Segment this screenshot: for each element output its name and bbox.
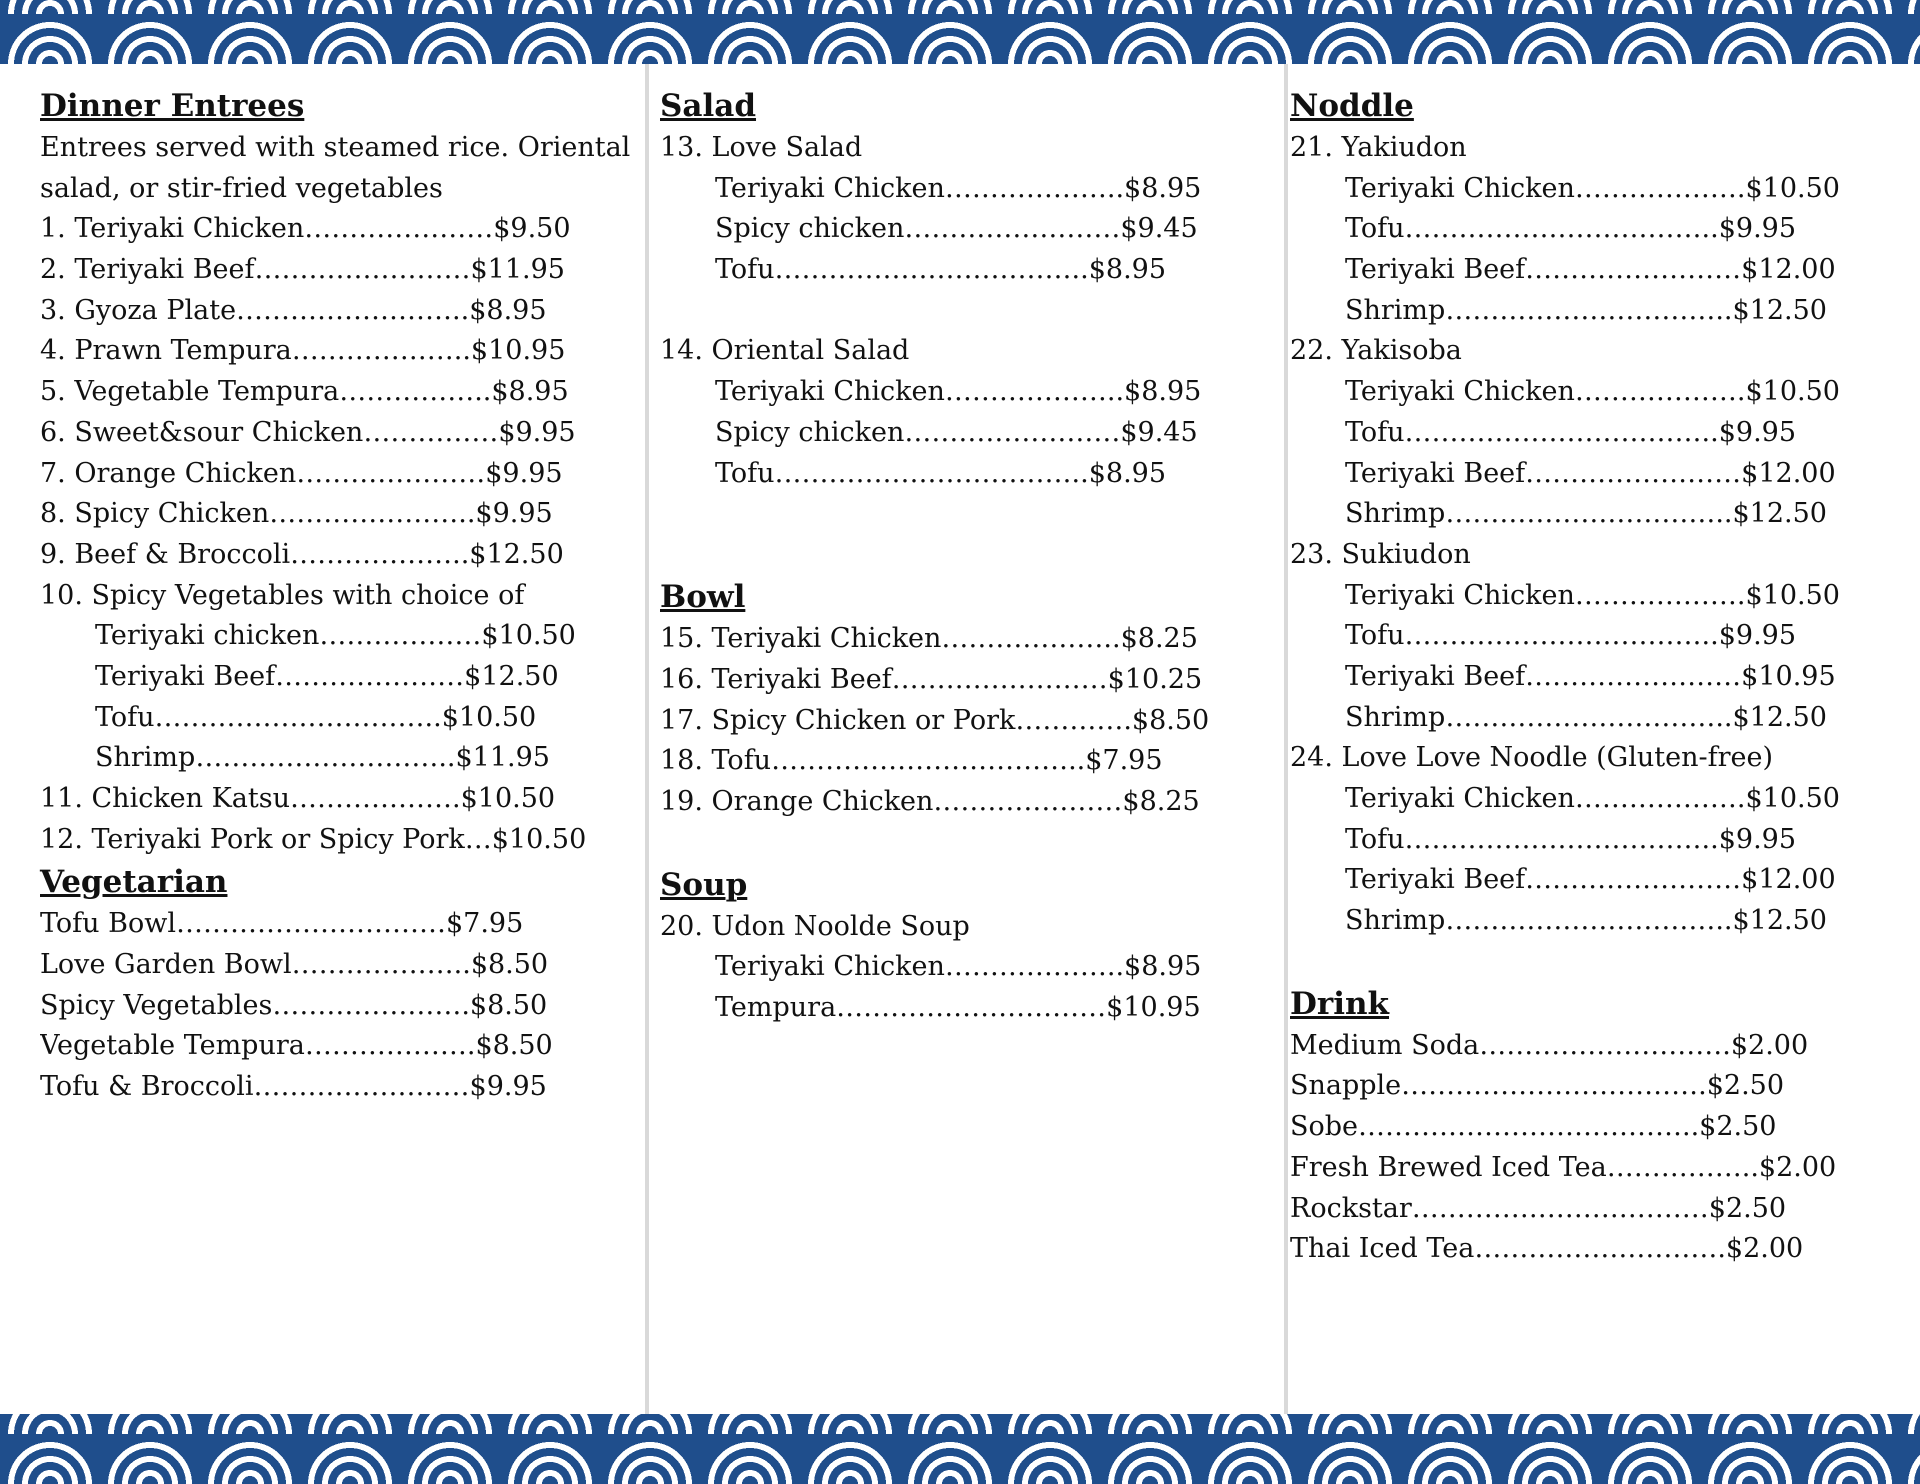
menu-item: 18. Tofu……………………………..$7.95 [660, 745, 1163, 777]
menu-item: Medium Soda……………………….$2.00 [1290, 1029, 1809, 1061]
section-heading-vegetarian: Vegetarian [40, 864, 228, 901]
menu-subitem: Teriyaki Beef…………………$12.50 [95, 660, 559, 692]
menu-subitem: Teriyaki Chicken………………..$8.95 [715, 951, 1202, 983]
section-heading-noodle: Noddle [1290, 88, 1414, 124]
menu-item: 19. Orange Chicken…………………$8.25 [660, 785, 1200, 817]
menu-item: 22. Yakisoba [1290, 335, 1462, 367]
menu-item: 12. Teriyaki Pork or Spicy Pork…$10.50 [40, 823, 587, 855]
section-heading-dinner-entrees: Dinner Entrees [40, 88, 305, 124]
menu-subitem: Spicy chicken……………………$9.45 [715, 213, 1198, 245]
menu-item: 16. Teriyaki Beef……………………$10.25 [660, 663, 1203, 695]
column-divider [645, 64, 649, 1414]
menu-item: 2. Teriyaki Beef……………………$11.95 [40, 254, 565, 286]
menu-item: 20. Udon Noolde Soup [660, 910, 970, 942]
menu-item: 14. Oriental Salad [660, 335, 910, 367]
column-noodle-drink [1290, 84, 1910, 1270]
menu-subitem: Teriyaki Chicken………………..$8.95 [715, 376, 1202, 408]
menu-item: 24. Love Love Noodle (Gluten-free) [1290, 742, 1773, 774]
menu-subitem: Teriyaki chicken………………$10.50 [95, 620, 576, 652]
menu-subitem: Tofu……………………………..$9.95 [1345, 416, 1797, 448]
menu-subitem: Shrimp…………………………..$12.50 [1345, 498, 1827, 530]
section-heading-salad: Salad [660, 88, 757, 124]
menu-subitem: Tofu…………………………..$10.50 [95, 701, 537, 733]
menu-item: 3. Gyoza Plate……………………..$8.95 [40, 294, 547, 326]
menu-subitem: Teriyaki Beef……………………$12.00 [1345, 457, 1836, 489]
menu-item: 21. Yakiudon [1290, 132, 1467, 163]
menu-item: 23. Sukiudon [1290, 538, 1471, 570]
wave-pattern-top [0, 0, 1920, 64]
menu-item: 6. Sweet&sour Chicken……………$9.95 [40, 416, 576, 448]
menu-subitem: Tofu……………………………..$8.95 [715, 457, 1167, 489]
section-heading-bowl: Bowl [660, 579, 746, 616]
menu-item: 13. Love Salad [660, 132, 863, 163]
menu-subitem: Shrimp…………………………..$12.50 [1345, 701, 1827, 733]
spacer [660, 291, 1280, 332]
menu-item: 11. Chicken Katsu……………….$10.50 [40, 783, 556, 815]
menu-item: Vegetable Tempura……………….$8.50 [40, 1030, 553, 1062]
column-divider [1284, 64, 1288, 1414]
menu-subitem: Shrimp………………………..$11.95 [95, 742, 550, 774]
menu-subitem: Teriyaki Chicken……………….$10.50 [1345, 783, 1840, 814]
menu-item: Love Garden Bowl………………..$8.50 [40, 949, 549, 981]
menu-item: Rockstar……………………………$2.50 [1290, 1192, 1787, 1224]
section-description: Entrees served with steamed rice. Oriental salad, or stir-fried vegetables [40, 132, 631, 204]
menu-subitem: Teriyaki Chicken………………..$8.95 [715, 172, 1202, 204]
menu-item: Sobe………………………………..$2.50 [1290, 1111, 1777, 1143]
section-heading-soup: Soup [660, 866, 748, 903]
menu-subitem: Tofu……………………………..$9.95 [1345, 823, 1797, 855]
spacer [1290, 942, 1910, 982]
menu-subitem: Spicy chicken……………………$9.45 [715, 416, 1198, 448]
menu-item: Tofu & Broccoli……………………$9.95 [40, 1071, 547, 1103]
spacer [660, 823, 1280, 863]
menu-subitem: Shrimp…………………………..$12.50 [1345, 905, 1827, 937]
menu-subitem: Shrimp…………………………..$12.50 [1345, 294, 1827, 326]
menu-item: Fresh Brewed Iced Tea……………..$2.00 [1290, 1151, 1837, 1183]
column-salad-bowl-soup [660, 84, 1280, 1029]
column-dinner-entrees [40, 84, 640, 1108]
menu-subitem: Teriyaki Chicken……………….$10.50 [1345, 376, 1840, 408]
menu-subitem: Tempura…………………………$10.95 [715, 992, 1201, 1023]
menu-item: 4. Prawn Tempura………………..$10.95 [40, 335, 566, 367]
menu-item: Thai Iced Tea……………………….$2.00 [1290, 1233, 1804, 1265]
menu-subitem: Teriyaki Beef……………………$12.00 [1345, 254, 1836, 286]
section-heading-drink: Drink [1290, 985, 1390, 1022]
menu-item: Snapple…………………………….$2.50 [1290, 1070, 1785, 1102]
menu-item: 8. Spicy Chicken…………………..$9.95 [40, 498, 553, 530]
menu-subitem: Teriyaki Chicken……………….$10.50 [1345, 579, 1840, 611]
menu-item: 15. Teriyaki Chicken………………..$8.25 [660, 623, 1198, 655]
menu-subitem: Teriyaki Beef……………………$10.95 [1345, 660, 1836, 692]
menu-item: Tofu Bowl…………………………$7.95 [40, 908, 524, 940]
menu-item: 5. Vegetable Tempura……………..$8.95 [40, 376, 569, 408]
menu-item: Spicy Vegetables………………….$8.50 [40, 989, 548, 1021]
menu-subitem: Tofu……………………………..$9.95 [1345, 620, 1797, 652]
menu-item: 9. Beef & Broccoli………………..$12.50 [40, 538, 564, 570]
menu-subitem: Tofu……………………………..$9.95 [1345, 213, 1797, 245]
menu-item: 17. Spicy Chicken or Pork………….$8.50 [660, 704, 1210, 736]
menu-item: 1. Teriyaki Chicken…………………$9.50 [40, 213, 571, 245]
spacer [660, 494, 1280, 575]
wave-pattern-bottom [0, 1414, 1920, 1484]
menu-subitem: Tofu……………………………..$8.95 [715, 254, 1167, 286]
menu-item: 10. Spicy Vegetables with choice of [40, 579, 525, 611]
menu-subitem: Teriyaki Chicken……………….$10.50 [1345, 172, 1840, 204]
menu-subitem: Teriyaki Beef……………………$12.00 [1345, 864, 1836, 896]
menu-item: 7. Orange Chicken…………………$9.95 [40, 457, 563, 489]
